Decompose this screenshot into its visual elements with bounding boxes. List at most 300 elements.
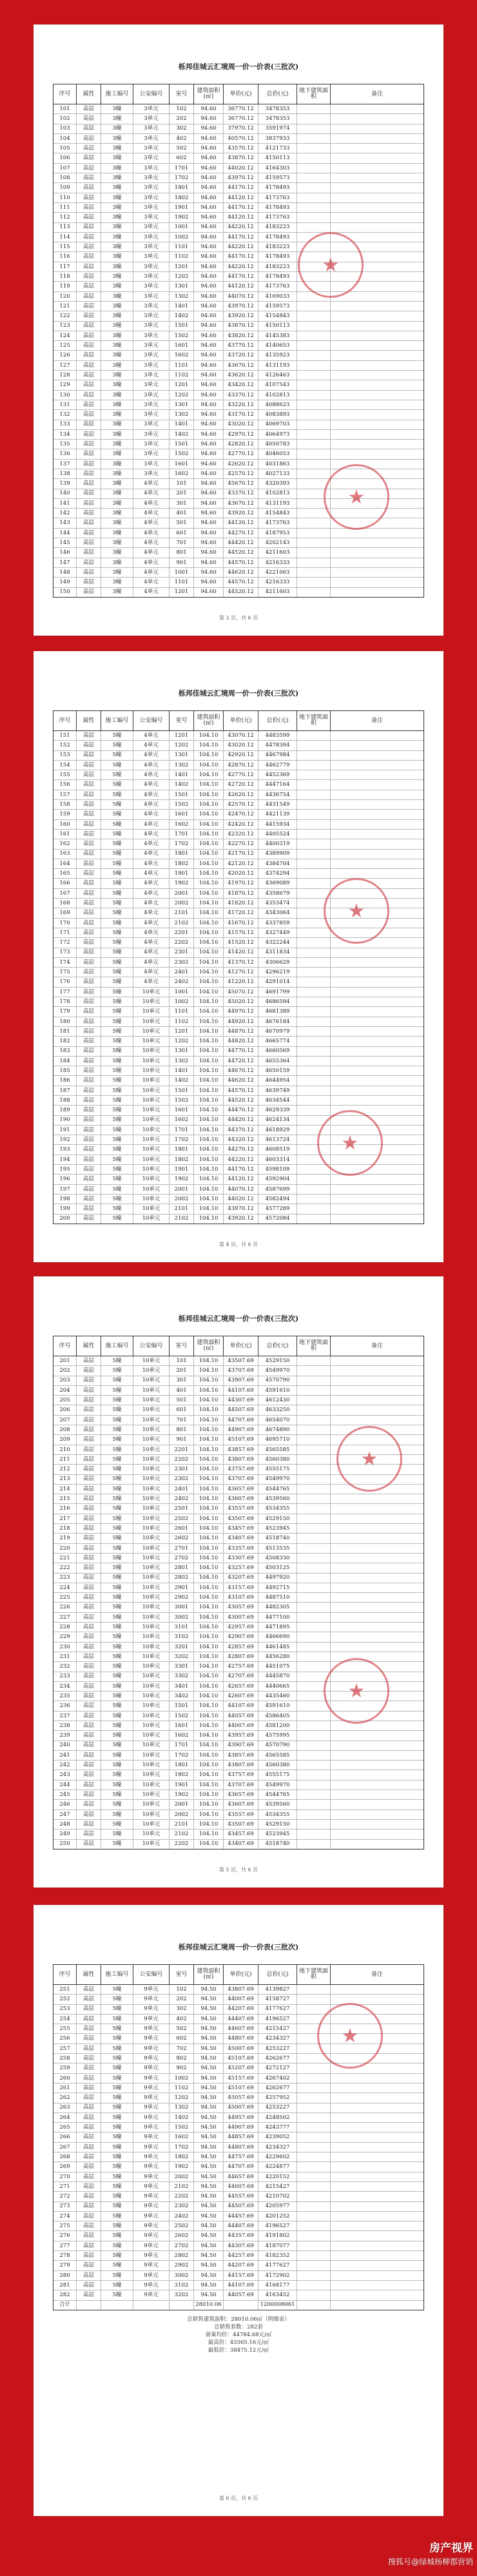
table-cell: 124 <box>54 331 77 340</box>
table-cell: 44120.12 <box>224 518 258 527</box>
table-cell: 1202 <box>170 272 194 281</box>
table-cell: 10单元 <box>133 1145 170 1154</box>
table-cell: 239 <box>54 1731 77 1740</box>
table-cell: 4单元 <box>133 770 170 779</box>
table-cell: 3单元 <box>133 193 170 202</box>
table-cell <box>297 233 331 242</box>
table-cell: 10单元 <box>133 1623 170 1632</box>
table-cell: 4单元 <box>133 908 170 917</box>
table-cell <box>331 449 423 458</box>
table-cell: 44307.69 <box>224 2241 258 2250</box>
table-cell <box>297 2290 331 2299</box>
table-cell: 1601 <box>170 341 194 350</box>
table-cell: 104.10 <box>194 988 224 997</box>
table-cell: 237 <box>54 1712 77 1721</box>
table-cell: 104.10 <box>194 1165 224 1174</box>
table-row <box>54 2024 423 2034</box>
table-cell: 278 <box>54 2251 77 2260</box>
table-cell <box>297 223 331 232</box>
table-cell: 140 <box>54 489 77 498</box>
table-cell: 高层 <box>77 1563 101 1572</box>
table-cell: 5幢 <box>101 2103 133 2113</box>
table-cell: 42570.12 <box>224 800 258 809</box>
table-cell <box>331 1830 423 1839</box>
table-cell: 高层 <box>77 948 101 957</box>
table-cell <box>331 2064 423 2073</box>
table-cell: 1502 <box>170 800 194 809</box>
table-cell: 1602 <box>170 1116 194 1125</box>
table-cell: 10单元 <box>133 1751 170 1760</box>
table-cell: 1302 <box>170 410 194 419</box>
table-cell: 44707.69 <box>224 1416 258 1425</box>
table-cell: 4575995 <box>258 1731 297 1740</box>
table-cell: 242 <box>54 1761 77 1770</box>
table-cell <box>331 2044 423 2053</box>
table-cell: 258 <box>54 2054 77 2063</box>
table-cell: 4320393 <box>258 479 297 488</box>
table-cell: 10单元 <box>133 1106 170 1115</box>
table-cell: 94.60 <box>194 548 224 557</box>
table-cell: 4单元 <box>133 800 170 809</box>
table-cell <box>331 568 423 577</box>
table-cell: 104.10 <box>194 731 224 740</box>
total-cell <box>297 2301 331 2310</box>
table-cell: 1302 <box>170 2103 194 2113</box>
table-cell: 104.10 <box>194 1781 224 1790</box>
table-cell <box>297 1995 331 2004</box>
table-cell: 10单元 <box>133 1195 170 1204</box>
table-cell: 104.10 <box>194 1145 224 1154</box>
table-cell: 45020.12 <box>224 997 258 1006</box>
column-header: 地下建筑面积 <box>297 84 331 104</box>
table-cell: 5幢 <box>101 2202 133 2211</box>
table-row <box>54 948 423 958</box>
table-cell: 2402 <box>170 1494 194 1503</box>
table-cell <box>331 1376 423 1385</box>
table-cell: 125 <box>54 341 77 350</box>
table-cell: 5幢 <box>101 1106 133 1115</box>
table-cell: 1101 <box>170 578 194 587</box>
table-cell: 10单元 <box>133 1485 170 1494</box>
table-cell: 高层 <box>77 1007 101 1016</box>
table-cell: 104.10 <box>194 1405 224 1414</box>
table-cell: 243 <box>54 1770 77 1779</box>
table-row <box>54 242 423 252</box>
table-cell <box>331 1185 423 1194</box>
table-cell: 158 <box>54 800 77 809</box>
table-cell: 111 <box>54 203 77 212</box>
table-cell <box>331 761 423 770</box>
table-cell: 高层 <box>77 761 101 770</box>
table-cell: 104.10 <box>194 850 224 859</box>
table-cell: 104.10 <box>194 1712 224 1721</box>
table-cell: 10单元 <box>133 1376 170 1385</box>
table-cell: 3幢 <box>101 114 133 123</box>
table-cell: 43657.69 <box>224 1790 258 1799</box>
table-cell: 4046053 <box>258 449 297 458</box>
table-cell: 104.10 <box>194 869 224 878</box>
table-cell: 10单元 <box>133 1425 170 1434</box>
table-cell: 44107.69 <box>224 1386 258 1395</box>
table-cell: 4262677 <box>258 2083 297 2093</box>
table-cell: 1501 <box>170 1086 194 1095</box>
table-cell: 94.50 <box>194 2162 224 2171</box>
table-cell: 215 <box>54 1494 77 1503</box>
table-cell <box>297 410 331 419</box>
table-cell: 94.50 <box>194 2132 224 2142</box>
table-row <box>54 988 423 997</box>
table-cell: 5幢 <box>101 1086 133 1095</box>
table-cell: 44057.69 <box>224 1712 258 1721</box>
table-cell <box>297 830 331 839</box>
table-cell: 42470.12 <box>224 810 258 819</box>
table-cell: 42120.12 <box>224 859 258 868</box>
table-cell: 104.10 <box>194 1116 224 1125</box>
table-cell: 42970.12 <box>224 430 258 439</box>
table-cell: 3201 <box>170 1643 194 1652</box>
table-cell: 44420.12 <box>224 1116 258 1125</box>
table-cell: 110 <box>54 193 77 202</box>
table-cell: 1301 <box>170 282 194 291</box>
table-cell: 高层 <box>77 1770 101 1779</box>
table-cell: 4639749 <box>258 1086 297 1095</box>
table-cell <box>331 1494 423 1503</box>
table-cell: 102 <box>54 114 77 123</box>
table-cell: 高层 <box>77 2162 101 2171</box>
table-cell: 2702 <box>170 1554 194 1563</box>
table-cell <box>331 2212 423 2221</box>
table-cell: 高层 <box>77 233 101 242</box>
table-cell: 高层 <box>77 1195 101 1204</box>
table-cell: 194 <box>54 1155 77 1164</box>
table-cell: 44620.12 <box>224 1076 258 1085</box>
table-cell: 174 <box>54 958 77 967</box>
star-icon: ★ <box>322 253 340 277</box>
table-cell: 高层 <box>77 919 101 928</box>
table-cell: 10单元 <box>133 1593 170 1602</box>
column-header: 单价(元) <box>224 1965 258 1984</box>
table-cell <box>297 1652 331 1661</box>
table-cell <box>331 1475 423 1484</box>
table-cell: 42907.69 <box>224 1632 258 1641</box>
table-cell: 43920.12 <box>224 509 258 518</box>
table-cell: 44220.12 <box>224 223 258 232</box>
table-cell: 3幢 <box>101 153 133 162</box>
table-cell: 213 <box>54 1475 77 1484</box>
table-cell: 高层 <box>77 460 101 469</box>
table-cell <box>331 1057 423 1066</box>
table-cell: 3单元 <box>133 114 170 123</box>
table-cell: 94.50 <box>194 2152 224 2161</box>
table-cell: 1602 <box>170 351 194 360</box>
table-cell <box>297 1376 331 1385</box>
table-cell: 9单元 <box>133 2064 170 2073</box>
table-cell: 4单元 <box>133 977 170 986</box>
table-cell: 5幢 <box>101 1632 133 1641</box>
table-cell: 176 <box>54 977 77 986</box>
table-cell: 5幢 <box>101 1652 133 1661</box>
table-cell <box>297 302 331 311</box>
table-row <box>54 1830 423 1839</box>
table-cell <box>331 2143 423 2152</box>
table-cell: 4187077 <box>258 2241 297 2250</box>
table-cell: 4173763 <box>258 282 297 291</box>
table-cell: 10单元 <box>133 1066 170 1075</box>
table-cell <box>297 568 331 577</box>
table-cell: 185 <box>54 1066 77 1075</box>
table-cell <box>297 2221 331 2230</box>
table-cell <box>297 1770 331 1779</box>
table-cell: 5幢 <box>101 1721 133 1730</box>
table-cell: 4343064 <box>258 908 297 917</box>
table-cell: 高层 <box>77 2093 101 2102</box>
table-cell: 177 <box>54 988 77 997</box>
table-cell: 2302 <box>170 2202 194 2211</box>
table-cell: 4088623 <box>258 400 297 409</box>
table-cell: 9单元 <box>133 2123 170 2132</box>
table-cell: 1901 <box>170 1165 194 1174</box>
table-cell: 5幢 <box>101 780 133 789</box>
table-cell <box>331 1076 423 1085</box>
table-cell: 155 <box>54 770 77 779</box>
table-cell <box>331 958 423 967</box>
table-cell: 43020.12 <box>224 741 258 750</box>
table-cell: 5幢 <box>101 1790 133 1799</box>
table-cell: 45670.12 <box>224 479 258 488</box>
table-cell: 45157.69 <box>224 2074 258 2083</box>
table-cell: 5幢 <box>101 1037 133 1046</box>
table-row <box>54 213 423 222</box>
table-cell: 43607.69 <box>224 1800 258 1809</box>
table-cell: 3幢 <box>101 400 133 409</box>
table-cell: 94.50 <box>194 2044 224 2053</box>
table-cell: 94.60 <box>194 588 224 597</box>
table-cell: 4102813 <box>258 489 297 498</box>
table-cell: 42770.12 <box>224 449 258 458</box>
table-cell: 2302 <box>170 1475 194 1484</box>
table-cell: 5幢 <box>101 761 133 770</box>
table-cell: 302 <box>170 124 194 133</box>
table-cell: 3002 <box>170 1613 194 1622</box>
table-cell: 4173763 <box>258 518 297 527</box>
table-cell: 高层 <box>77 469 101 478</box>
table-cell <box>297 1583 331 1592</box>
table-cell: 166 <box>54 879 77 888</box>
table-cell: 4296219 <box>258 968 297 977</box>
table-cell: 105 <box>54 144 77 153</box>
table-cell: 94.50 <box>194 2064 224 2073</box>
column-header: 室号 <box>170 711 194 730</box>
table-cell: 4131193 <box>258 499 297 508</box>
table-cell: 4665774 <box>258 1037 297 1046</box>
table-cell: 4140653 <box>258 341 297 350</box>
table-cell <box>331 1195 423 1204</box>
table-cell: 4205977 <box>258 2202 297 2211</box>
table-row <box>54 1106 423 1115</box>
table-cell: 104.10 <box>194 1731 224 1740</box>
table-cell: 94.50 <box>194 2034 224 2043</box>
table-cell: 104.10 <box>194 1017 224 1026</box>
table-cell: 3幢 <box>101 410 133 419</box>
table-cell: 801 <box>170 548 194 557</box>
table-cell: 高层 <box>77 770 101 779</box>
table-cell: 4163452 <box>258 2290 297 2299</box>
table-cell <box>297 262 331 271</box>
table-cell: 4159573 <box>258 302 297 311</box>
table-cell: 104.10 <box>194 997 224 1006</box>
table-cell: 104.10 <box>194 1603 224 1612</box>
table-cell: 9单元 <box>133 2192 170 2201</box>
table-cell: 5幢 <box>101 770 133 779</box>
table-cell: 4660569 <box>258 1047 297 1056</box>
table-cell: 4224877 <box>258 2162 297 2171</box>
table-cell <box>331 1524 423 1533</box>
table-cell: 43507.69 <box>224 1356 258 1365</box>
table-cell: 104.10 <box>194 1504 224 1513</box>
table-cell: 94.60 <box>194 509 224 518</box>
table-cell: 101 <box>170 479 194 488</box>
table-cell: 104.10 <box>194 1155 224 1164</box>
table-cell: 189 <box>54 1106 77 1115</box>
table-cell: 1701 <box>170 1126 194 1135</box>
table-cell: 4544765 <box>258 1790 297 1799</box>
table-cell <box>331 1386 423 1395</box>
table-cell: 4587699 <box>258 1185 297 1194</box>
table-cell: 9单元 <box>133 2251 170 2260</box>
table-cell: 1202 <box>170 2093 194 2102</box>
table-row <box>54 252 423 262</box>
table-cell: 44607.69 <box>224 2182 258 2191</box>
table-cell: 2101 <box>170 1820 194 1829</box>
table-cell: 3002 <box>170 2271 194 2280</box>
table-cell: 9单元 <box>133 2231 170 2240</box>
table-cell: 4102813 <box>258 391 297 400</box>
table-cell <box>331 1175 423 1184</box>
table-cell: 4633250 <box>258 1405 297 1414</box>
table-cell: 104.10 <box>194 948 224 957</box>
table-cell: 1302 <box>170 1057 194 1066</box>
table-cell: 4440665 <box>258 1682 297 1691</box>
table-cell: 2902 <box>170 2261 194 2270</box>
table-cell <box>297 1175 331 1184</box>
table-cell: 42170.12 <box>224 850 258 859</box>
table-cell: 233 <box>54 1672 77 1681</box>
table-cell: 高层 <box>77 869 101 878</box>
table-cell: 高层 <box>77 1840 101 1849</box>
table-row <box>54 203 423 213</box>
table-cell: 94.60 <box>194 144 224 153</box>
table-cell <box>331 2015 423 2024</box>
table-cell: 10单元 <box>133 1840 170 1849</box>
table-cell: 1001 <box>170 988 194 997</box>
table-cell: 5幢 <box>101 1995 133 2004</box>
table-cell: 44720.12 <box>224 1057 258 1066</box>
price-table <box>53 1336 424 1849</box>
table-cell: 44320.12 <box>224 1135 258 1144</box>
table-cell <box>297 839 331 848</box>
table-cell <box>331 2123 423 2132</box>
table-cell: 高层 <box>77 1985 101 1994</box>
table-cell <box>297 134 331 143</box>
table-cell: 43220.12 <box>224 400 258 409</box>
table-cell: 2002 <box>170 1810 194 1819</box>
table-cell: 10单元 <box>133 1465 170 1474</box>
table-cell: 5幢 <box>101 1574 133 1583</box>
table-cell: 5幢 <box>101 859 133 868</box>
table-cell <box>331 460 423 469</box>
table-cell: 1502 <box>170 1096 194 1105</box>
table-cell: 3单元 <box>133 164 170 173</box>
table-cell: 高层 <box>77 2103 101 2113</box>
table-cell: 5幢 <box>101 2024 133 2033</box>
table-cell: 高层 <box>77 124 101 133</box>
table-cell: 198 <box>54 1195 77 1204</box>
table-cell: 3单元 <box>133 400 170 409</box>
column-header: 单价(元) <box>224 1336 258 1356</box>
table-cell: 1802 <box>170 1155 194 1164</box>
table-cell <box>297 292 331 301</box>
table-cell: 4183223 <box>258 262 297 271</box>
table-cell: 4518740 <box>258 1840 297 1849</box>
table-cell <box>331 1145 423 1154</box>
table-cell: 4248502 <box>258 2113 297 2122</box>
table-cell: 236 <box>54 1701 77 1710</box>
table-cell: 10单元 <box>133 1672 170 1681</box>
table-cell: 3幢 <box>101 548 133 557</box>
table-cell: 高层 <box>77 2290 101 2299</box>
column-header: 施工编号 <box>101 711 133 730</box>
table-cell: 5幢 <box>101 2113 133 2122</box>
table-cell: 4445870 <box>258 1672 297 1681</box>
table-row <box>54 1995 423 2004</box>
table-cell <box>297 2261 331 2270</box>
table-cell <box>297 1096 331 1105</box>
table-cell: 45107.69 <box>224 1435 258 1444</box>
table-cell: 5幢 <box>101 1356 133 1365</box>
table-cell <box>331 2192 423 2201</box>
table-cell: 118 <box>54 272 77 281</box>
table-cell: 5幢 <box>101 988 133 997</box>
table-cell: 4150113 <box>258 153 297 162</box>
table-cell: 3单元 <box>133 430 170 439</box>
table-cell: 1102 <box>170 371 194 380</box>
table-cell: 3单元 <box>133 322 170 331</box>
table-cell: 43357.69 <box>224 1544 258 1553</box>
table-cell <box>331 908 423 917</box>
table-cell: 高层 <box>77 538 101 547</box>
table-cell <box>331 114 423 123</box>
table-cell <box>297 1712 331 1721</box>
table-cell: 3幢 <box>101 183 133 192</box>
table-cell: 2202 <box>170 1455 194 1464</box>
table-cell: 1602 <box>170 469 194 478</box>
table-cell: 4单元 <box>133 938 170 947</box>
table-cell: 9单元 <box>133 2113 170 2122</box>
table-cell: 高层 <box>77 1076 101 1085</box>
table-cell: 3单元 <box>133 223 170 232</box>
table-cell: 207 <box>54 1416 77 1425</box>
table-cell: 高层 <box>77 400 101 409</box>
table-cell: 3202 <box>170 1652 194 1661</box>
table-cell: 3幢 <box>101 322 133 331</box>
table-cell: 10单元 <box>133 1165 170 1174</box>
table-row <box>54 997 423 1007</box>
table-cell: 3单元 <box>133 469 170 478</box>
column-header: 总价(元) <box>258 1965 297 1984</box>
table-cell: 高层 <box>77 1435 101 1444</box>
table-cell: 5幢 <box>101 968 133 977</box>
table-cell: 94.60 <box>194 351 224 360</box>
